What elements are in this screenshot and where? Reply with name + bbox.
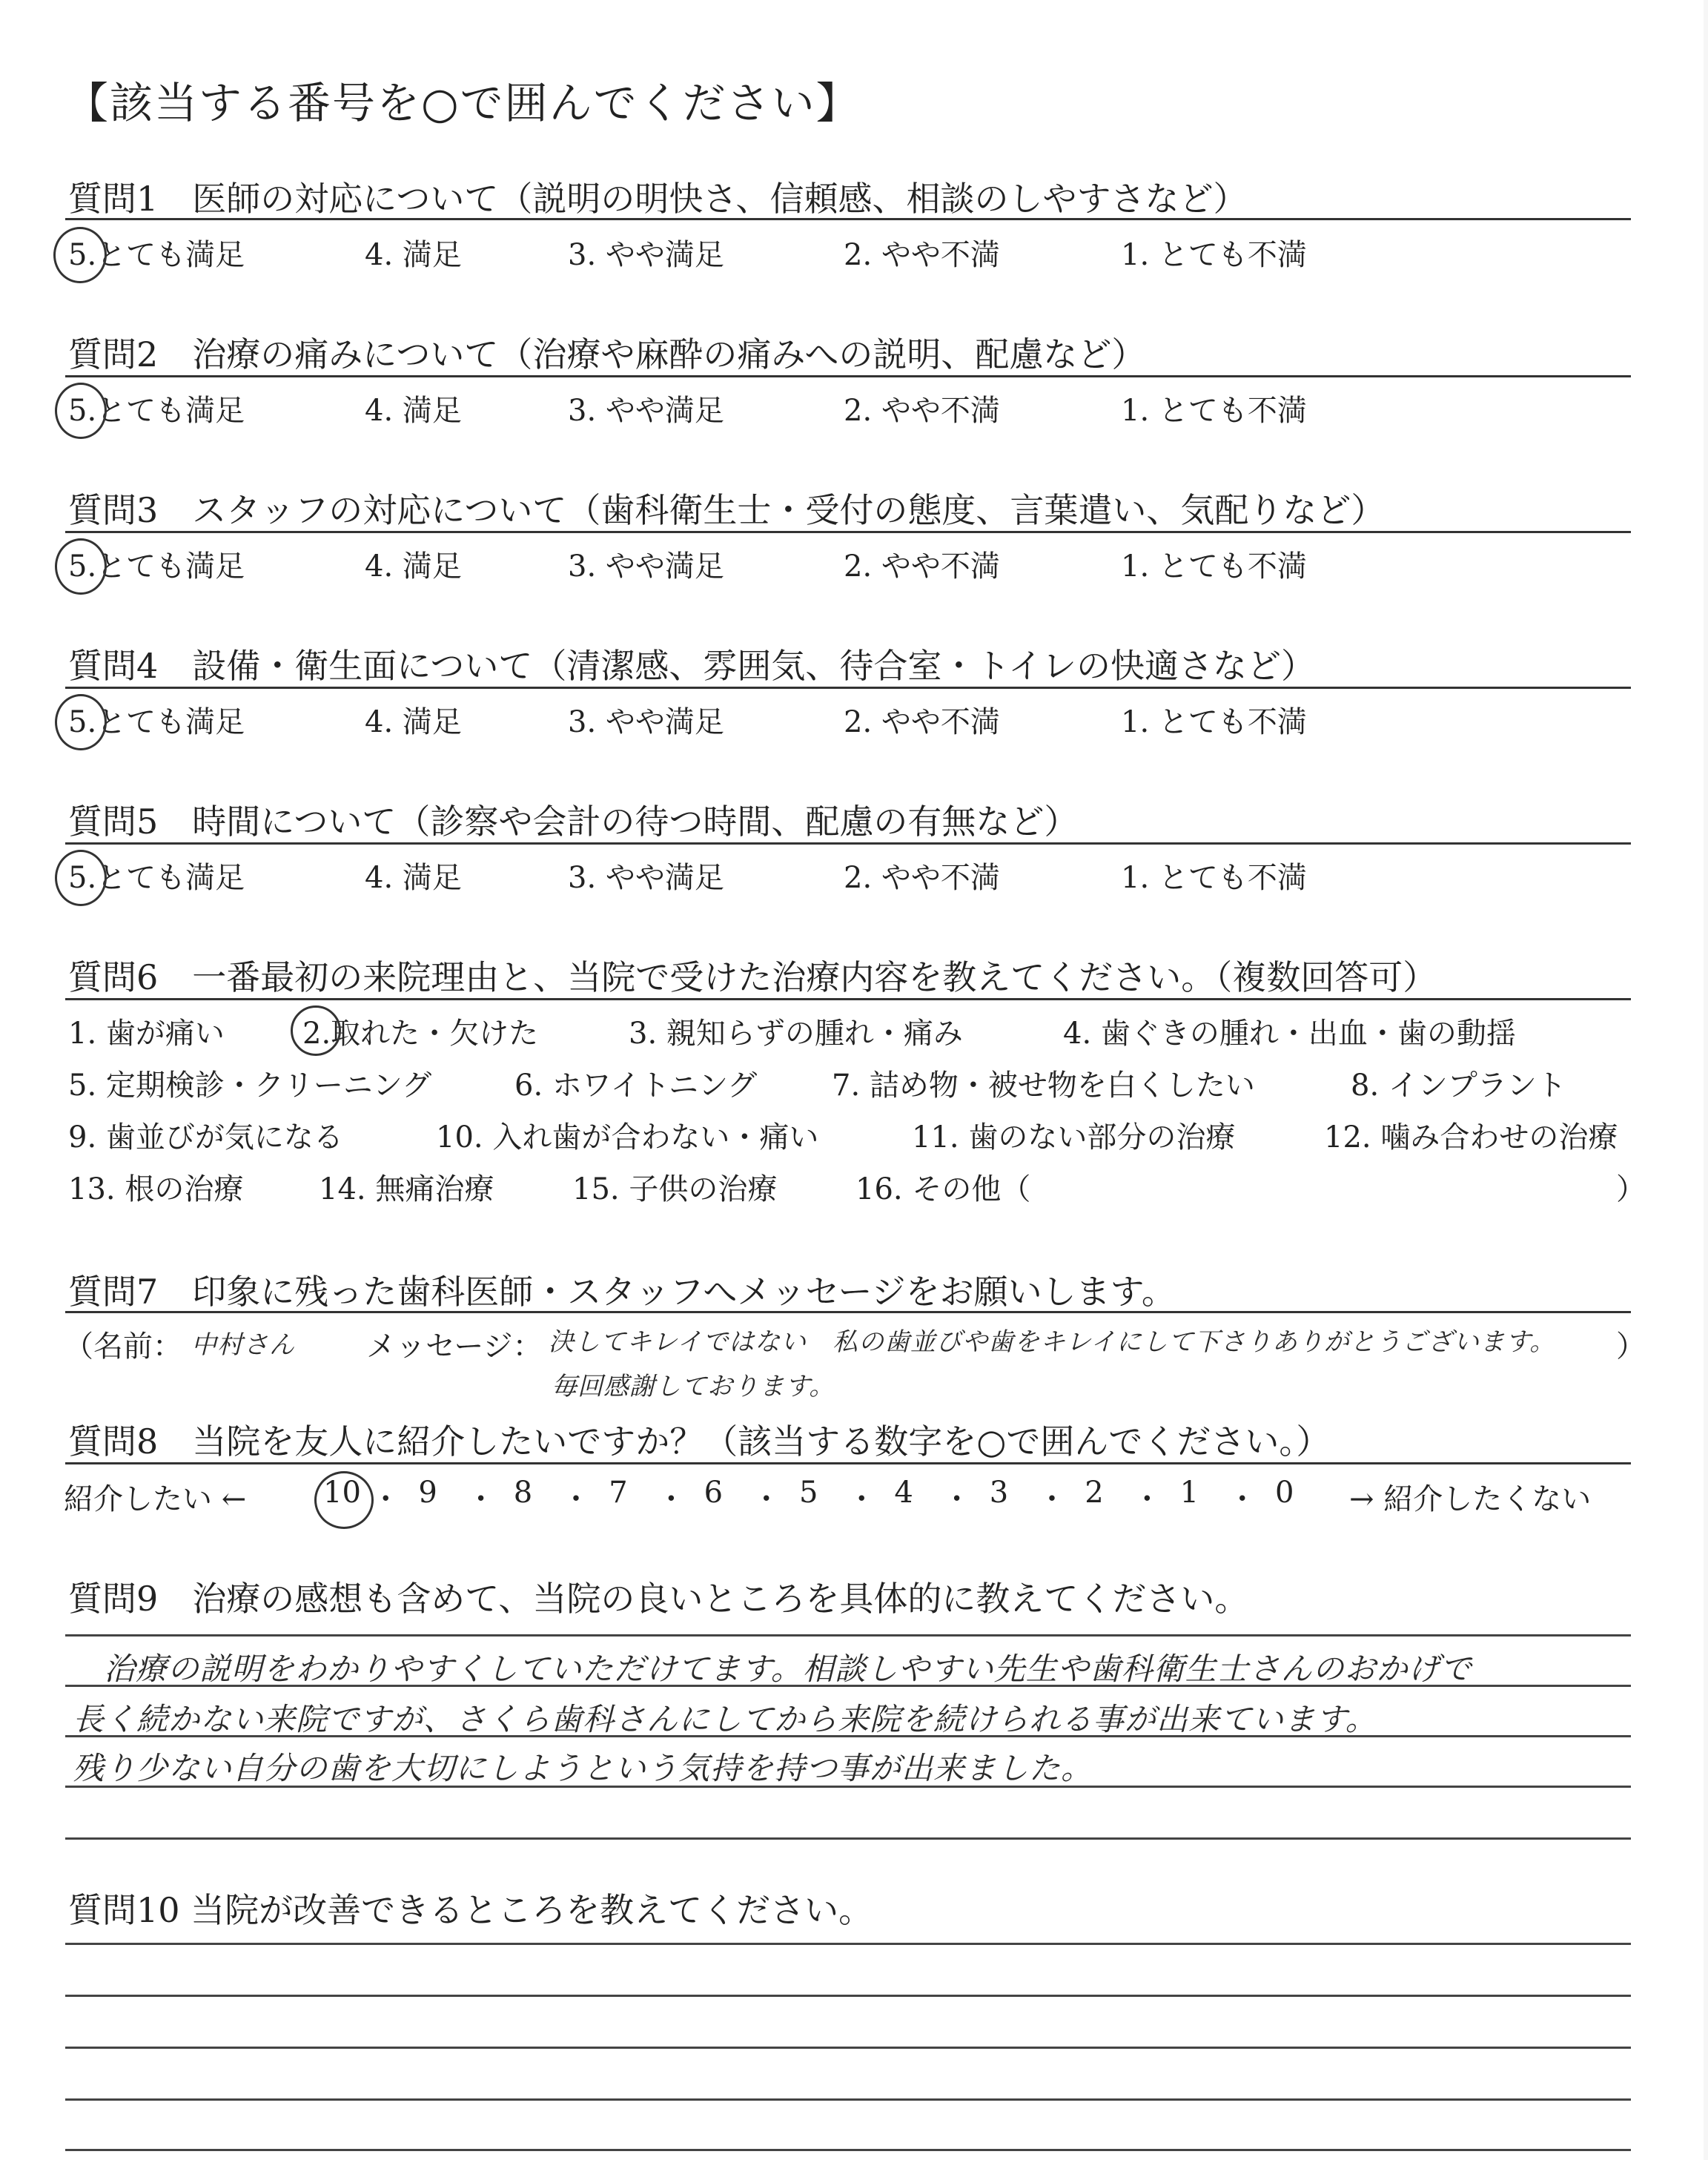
q8-left-label: 紹介したい ← <box>64 1482 247 1516</box>
q6-option-15[interactable]: 15. 子供の治療 <box>572 1172 778 1206</box>
q6-option-5[interactable]: 5. 定期検診・クリーニング <box>68 1069 432 1103</box>
q6-option-14[interactable]: 14. 無痛治療 <box>319 1172 494 1206</box>
q2-option-2[interactable]: 2. やや不満 <box>844 394 1000 428</box>
q2-answer-circle <box>55 383 107 439</box>
q6-option-1[interactable]: 1. 歯が痛い <box>68 1017 225 1051</box>
q4-option-3[interactable]: 3. やや満足 <box>568 705 724 739</box>
q8-scale-value-2[interactable]: 2 <box>1085 1476 1104 1510</box>
q4-option-2[interactable]: 2. やや不満 <box>844 705 1000 739</box>
q3-title: 質問3 スタッフの対応について（歯科衛生士・受付の態度、言葉遣い、気配りなど） <box>68 490 1386 530</box>
q4-option-1[interactable]: 1. とても不満 <box>1121 705 1307 739</box>
q9-answer-line-3[interactable]: 残り少ない自分の歯を大切にしようという気持を持つ事が出来ました。 <box>73 1750 1093 1786</box>
q7-message-label: メッセージ： <box>366 1330 543 1364</box>
q2-option-4[interactable]: 4. 満足 <box>365 394 462 428</box>
q6-title: 質問6 一番最初の来院理由と、当院で受けた治療内容を教えてください。（複数回答可） <box>68 957 1437 997</box>
q7-message-line2[interactable]: 毎回感謝しております。 <box>552 1372 835 1401</box>
q6-other-close-paren: ） <box>1616 1172 1646 1206</box>
q8-scale-value-9[interactable]: 9 <box>418 1476 437 1510</box>
q1-option-5[interactable]: 5.とても満足 <box>68 238 245 272</box>
q6-option-11[interactable]: 11. 歯のない部分の治療 <box>912 1120 1236 1155</box>
q8-scale-separator: ・ <box>466 1482 496 1516</box>
q5-option-3[interactable]: 3. やや満足 <box>568 861 724 895</box>
q6-option-10[interactable]: 10. 入れ歯が合わない・痛い <box>436 1120 819 1155</box>
q8-scale-separator: ・ <box>847 1482 877 1516</box>
q8-scale-separator: ・ <box>656 1482 686 1516</box>
q1-option-2[interactable]: 2. やや不満 <box>844 238 1000 272</box>
q3-rule <box>65 531 1631 533</box>
q2-option-3[interactable]: 3. やや満足 <box>568 394 724 428</box>
q6-option-8[interactable]: 8. インプラント <box>1351 1069 1566 1103</box>
q10-rule-1 <box>65 1943 1631 1945</box>
q8-scale-separator: ・ <box>1037 1482 1067 1516</box>
q8-scale-separator: ・ <box>1132 1482 1162 1516</box>
q6-option-7[interactable]: 7. 詰め物・被せ物を白くしたい <box>832 1069 1255 1103</box>
q8-answer-circle <box>314 1471 374 1529</box>
q10-title: 質問10 当院が改善できるところを教えてください。 <box>68 1890 873 1930</box>
q2-option-5[interactable]: 5.とても満足 <box>68 394 245 428</box>
q8-right-label: → 紹介したくない <box>1349 1482 1592 1516</box>
q3-option-1[interactable]: 1. とても不満 <box>1121 549 1307 584</box>
q6-option-12[interactable]: 12. 噛み合わせの治療 <box>1324 1120 1618 1155</box>
q9-answer-line-1[interactable]: 治療の説明をわかりやすくしていただけてます。相談しやすい先生や歯科衛生士さんのおかげで <box>104 1651 1472 1687</box>
q9-rule-5 <box>65 1837 1631 1840</box>
q6-option-9[interactable]: 9. 歯並びが気になる <box>68 1120 343 1155</box>
q8-scale-value-3[interactable]: 3 <box>989 1476 1009 1510</box>
q8-scale-separator: ・ <box>371 1482 401 1516</box>
q1-answer-circle <box>53 227 107 283</box>
q8-title: 質問8 当院を友人に紹介したいですか？（該当する数字を○で囲んでください。） <box>68 1421 1331 1462</box>
q8-scale-value-4[interactable]: 4 <box>894 1476 913 1510</box>
q7-name-value[interactable]: 中村さん <box>191 1330 295 1360</box>
q8-scale-value-6[interactable]: 6 <box>704 1476 724 1510</box>
q5-option-4[interactable]: 4. 満足 <box>365 861 462 895</box>
q4-rule <box>65 687 1631 689</box>
q1-option-1[interactable]: 1. とても不満 <box>1121 238 1307 272</box>
q2-rule <box>65 375 1631 377</box>
q6-option-13[interactable]: 13. 根の治療 <box>68 1172 244 1206</box>
q7-close-paren: ） <box>1616 1330 1646 1364</box>
q3-option-2[interactable]: 2. やや不満 <box>844 549 1000 584</box>
page-header: 【該当する番号を○で囲んでください】 <box>65 78 861 128</box>
q9-answer-line-2[interactable]: 長く続かない来院ですが、さくら歯科さんにしてから来院を続けられる事が出来ています。 <box>73 1701 1377 1737</box>
q8-scale-value-5[interactable]: 5 <box>799 1476 818 1510</box>
q1-option-4[interactable]: 4. 満足 <box>365 238 462 272</box>
scan-edge-right <box>1704 0 1708 2160</box>
q6-option-16[interactable]: 16. その他（ <box>855 1172 1031 1206</box>
q4-option-5[interactable]: 5.とても満足 <box>68 705 245 739</box>
q10-rule-5 <box>65 2149 1631 2151</box>
q5-answer-circle <box>55 850 107 906</box>
q7-title: 質問7 印象に残った歯科医師・スタッフへメッセージをお願いします。 <box>68 1272 1176 1312</box>
q8-scale-separator: ・ <box>561 1482 591 1516</box>
q9-title: 質問9 治療の感想も含めて、当院の良いところを具体的に教えてください。 <box>68 1579 1249 1619</box>
q1-rule <box>65 218 1631 220</box>
q4-title: 質問4 設備・衛生面について（清潔感、雰囲気、待合室・トイレの快適さなど） <box>68 646 1316 686</box>
q9-rule-1 <box>65 1634 1631 1636</box>
q8-scale-value-1[interactable]: 1 <box>1179 1476 1199 1510</box>
scan-edge-top <box>0 0 1708 9</box>
q6-option-6[interactable]: 6. ホワイトニング <box>514 1069 758 1103</box>
q2-title: 質問2 治療の痛みについて（治療や麻酔の痛みへの説明、配慮など） <box>68 334 1146 374</box>
q8-scale-value-7[interactable]: 7 <box>609 1476 628 1510</box>
q6-option-3[interactable]: 3. 親知らずの腫れ・痛み <box>629 1017 963 1051</box>
q2-option-1[interactable]: 1. とても不満 <box>1121 394 1307 428</box>
q8-scale-value-10[interactable]: 10 <box>323 1476 361 1510</box>
q6-rule <box>65 998 1631 1000</box>
q9-rule-2 <box>65 1685 1631 1687</box>
q8-scale-separator: ・ <box>941 1482 972 1516</box>
q9-rule-3 <box>65 1735 1631 1737</box>
q7-rule <box>65 1311 1631 1313</box>
q4-option-4[interactable]: 4. 満足 <box>365 705 462 739</box>
q6-option-2[interactable]: 2.取れた・欠けた <box>302 1017 539 1051</box>
q10-rule-3 <box>65 2047 1631 2049</box>
q10-rule-4 <box>65 2098 1631 2101</box>
q8-rule <box>65 1462 1631 1464</box>
q4-answer-circle <box>55 694 107 750</box>
q6-option-4[interactable]: 4. 歯ぐきの腫れ・出血・歯の動揺 <box>1063 1017 1516 1051</box>
q6-answer-circle <box>291 1005 341 1056</box>
q5-rule <box>65 842 1631 845</box>
q5-option-1[interactable]: 1. とても不満 <box>1121 861 1307 895</box>
q5-title: 質問5 時間について（診察や会計の待つ時間、配慮の有無など） <box>68 802 1079 842</box>
q1-option-3[interactable]: 3. やや満足 <box>568 238 724 272</box>
q8-scale-separator: ・ <box>751 1482 781 1516</box>
q7-name-label: （名前： <box>64 1330 182 1364</box>
q7-message-line1[interactable]: 決してキレイではない 私の歯並びや歯をキレイにして下さりありがとうございます。 <box>549 1327 1556 1357</box>
q3-option-5[interactable]: 5.とても満足 <box>68 549 245 584</box>
q8-scale-value-8[interactable]: 8 <box>513 1476 533 1510</box>
q5-option-5[interactable]: 5.とても満足 <box>68 861 245 895</box>
q9-rule-4 <box>65 1786 1631 1788</box>
q8-scale-separator: ・ <box>1227 1482 1257 1516</box>
q5-option-2[interactable]: 2. やや不満 <box>844 861 1000 895</box>
q3-answer-circle <box>55 538 107 595</box>
q1-title: 質問1 医師の対応について（説明の明快さ、信頼感、相談のしやすさなど） <box>68 179 1248 219</box>
q10-rule-2 <box>65 1995 1631 1997</box>
q8-scale-value-0[interactable]: 0 <box>1275 1476 1294 1510</box>
q3-option-3[interactable]: 3. やや満足 <box>568 549 724 584</box>
q3-option-4[interactable]: 4. 満足 <box>365 549 462 584</box>
